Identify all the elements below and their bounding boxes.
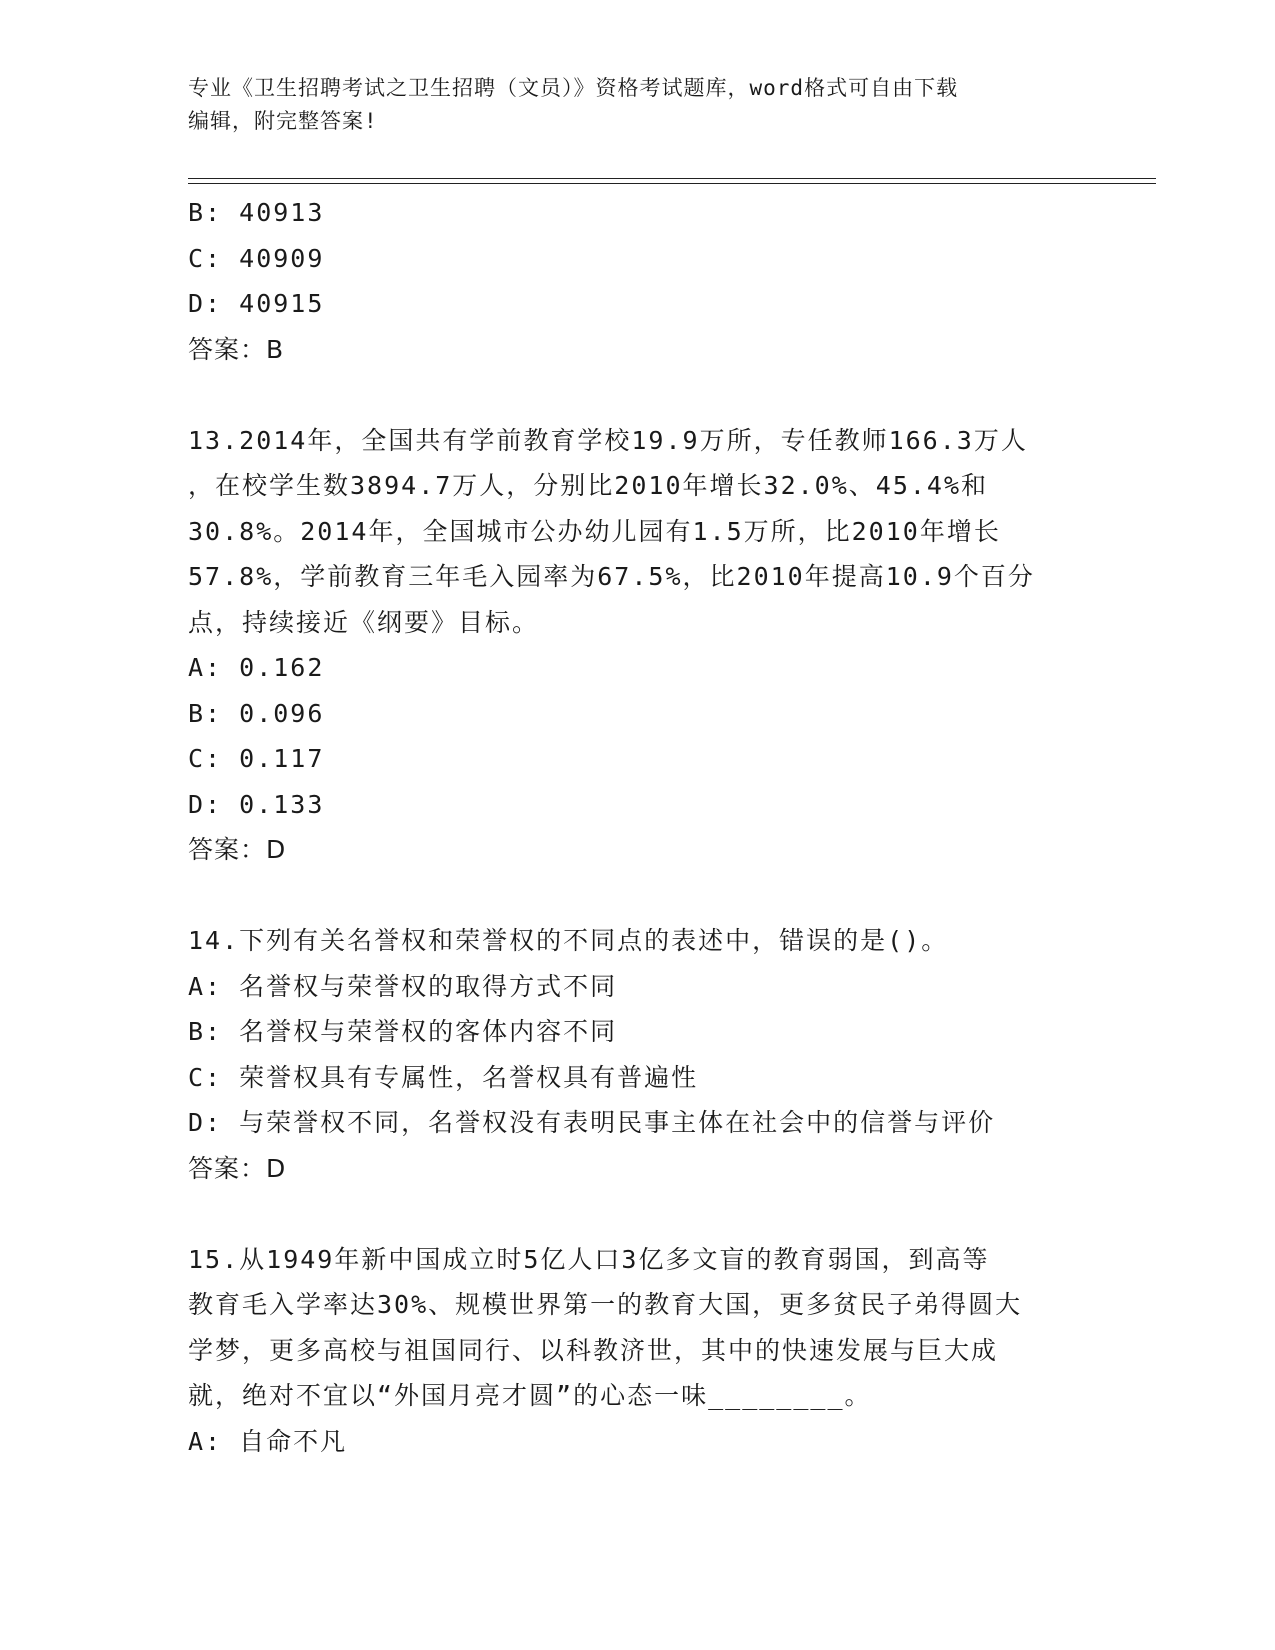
option-b: B: 0.096 (188, 698, 325, 728)
spacer (188, 1191, 1088, 1237)
spacer (188, 873, 1088, 919)
header-line-2: 编辑，附完整答案! (188, 109, 378, 133)
header-line-1: 专业《卫生招聘考试之卫生招聘（文员）》资格考试题库，word格式可自由下载 (188, 76, 959, 100)
option-c: C: 0.117 (188, 744, 325, 773)
option-b: B: 名誉权与荣誉权的客体内容不同 (188, 1017, 618, 1046)
option-d: D: 0.133 (188, 789, 325, 819)
header-divider-top (188, 178, 1156, 179)
question-text: 57.8%，学前教育三年毛入园率为67.5%，比2010年提高10.9个百分 (188, 562, 1035, 591)
question-text: 教育毛入学率达30%、规模世界第一的教育大国，更多贫民子弟得圆大 (188, 1290, 1023, 1319)
document-header (188, 72, 1068, 138)
option-c: C: 40909 (188, 243, 325, 273)
option-a: A: 自命不凡 (188, 1426, 348, 1456)
question-13 (188, 418, 1088, 873)
spacer (188, 372, 1088, 418)
question-12 (188, 190, 1088, 372)
option-d: D: 40915 (188, 289, 325, 318)
answer: 答案：D (188, 835, 287, 864)
header-divider-bottom (188, 183, 1156, 184)
question-text: ，在校学生数3894.7万人，分别比2010年增长32.0%、45.4%和 (188, 471, 989, 500)
option-b: B: 40913 (188, 198, 325, 227)
question-15 (188, 1237, 1088, 1465)
option-c: C: 荣誉权具有专属性，名誉权具有普遍性 (188, 1062, 699, 1092)
question-text: 15.从1949年新中国成立时5亿人口3亿多文盲的教育弱国，到高等 (188, 1244, 990, 1274)
question-text: 学梦，更多高校与祖国同行、以科教济世，其中的快速发展与巨大成 (188, 1335, 999, 1365)
question-text: 13.2014年，全国共有学前教育学校19.9万所，专任教师166.3万人 (188, 425, 1028, 455)
answer: 答案：B (188, 334, 285, 364)
option-a: A: 名誉权与荣誉权的取得方式不同 (188, 971, 618, 1001)
question-text: 点，持续接近《纲要》目标。 (188, 607, 540, 637)
question-text: 14.下列有关名誉权和荣誉权的不同点的表述中，错误的是()。 (188, 926, 949, 955)
question-text: 30.8%。2014年，全国城市公办幼儿园有1.5万所，比2010年增长 (188, 516, 1001, 546)
answer: 答案：D (188, 1153, 287, 1183)
question-text: 就，绝对不宜以“外国月亮才圆”的心态一味________。 (188, 1381, 872, 1410)
document-body (188, 190, 1088, 1464)
option-d: D: 与荣誉权不同，名誉权没有表明民事主体在社会中的信誉与评价 (188, 1108, 996, 1137)
option-a: A: 0.162 (188, 653, 325, 682)
question-14 (188, 918, 1088, 1191)
